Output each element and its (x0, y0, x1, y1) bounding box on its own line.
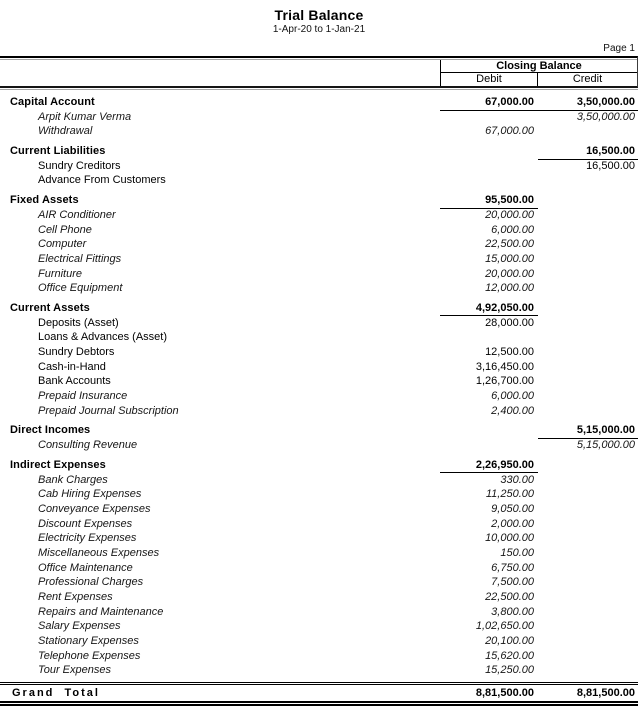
ledger-row (0, 360, 638, 375)
ledger-name: Sundry Creditors (38, 159, 121, 172)
ledger-credit-amount (538, 502, 638, 517)
group-name: Indirect Expenses (10, 458, 106, 471)
closing-balance-header: Closing Balance (440, 60, 637, 73)
ledger-credit-amount (538, 208, 638, 223)
group-row (0, 144, 638, 159)
grand-total-debit: 8,81,500.00 (475, 687, 534, 700)
ledger-row (0, 634, 638, 649)
ledger-row (0, 208, 638, 223)
ledger-credit-amount: 3,50,000.00 (576, 110, 635, 123)
ledger-row (0, 663, 638, 678)
ledger-name: Withdrawal (38, 125, 93, 138)
ledger-debit-amount: 150.00 (500, 546, 534, 559)
ledger-name: Tour Expenses (38, 664, 111, 677)
ledger-name: Office Equipment (38, 282, 123, 295)
ledger-debit-amount: 2,000.00 (491, 517, 534, 530)
ledger-name: Arpit Kumar Verma (38, 110, 132, 123)
ledger-credit-amount (538, 223, 638, 238)
closing-balance-header-row (0, 60, 637, 73)
account-rows (0, 90, 638, 678)
ledger-debit-amount: 20,000.00 (485, 267, 534, 280)
group-name: Current Assets (10, 301, 90, 314)
group-name: Capital Account (10, 96, 95, 108)
ledger-name: Repairs and Maintenance (38, 605, 164, 618)
ledger-debit-amount (440, 438, 538, 453)
ledger-row (0, 546, 638, 561)
ledger-credit-amount (538, 237, 638, 252)
ledger-debit-amount: 3,800.00 (491, 605, 534, 618)
report-title: Trial Balance (274, 7, 364, 23)
ledger-credit-amount (538, 345, 638, 360)
ledger-name: Office Maintenance (38, 561, 133, 574)
ledger-debit-amount (440, 159, 538, 174)
ledger-name: Loans & Advances (Asset) (38, 331, 168, 344)
ledger-debit-amount: 22,500.00 (485, 238, 534, 251)
grand-total-label: Grand Total (12, 687, 100, 700)
ledger-row (0, 252, 638, 267)
ledger-name: Salary Expenses (38, 620, 121, 633)
ledger-row (0, 159, 638, 174)
group-name: Current Liabilities (10, 145, 106, 158)
ledger-name: Telephone Expenses (38, 649, 141, 662)
ledger-credit-amount (538, 531, 638, 546)
ledger-credit-amount (538, 663, 638, 678)
ledger-debit-amount: 3,16,450.00 (475, 360, 534, 373)
ledger-credit-amount (538, 124, 638, 139)
ledger-credit-amount (538, 252, 638, 267)
ledger-credit-amount (538, 605, 638, 620)
debit-column-header: Debit (440, 73, 537, 86)
ledger-name: Stationary Expenses (38, 635, 139, 648)
ledger-row (0, 223, 638, 238)
ledger-debit-amount: 15,620.00 (485, 649, 534, 662)
account-group (0, 301, 638, 419)
ledger-row (0, 561, 638, 576)
ledger-credit-amount (538, 517, 638, 532)
group-row (0, 95, 638, 110)
grand-total-credit: 8,81,500.00 (576, 687, 635, 700)
group-credit-amount: 16,500.00 (538, 144, 638, 160)
ledger-name: Furniture (38, 267, 83, 280)
ledger-name: Bank Charges (38, 473, 108, 486)
ledger-name: Miscellaneous Expenses (38, 546, 160, 559)
ledger-row (0, 605, 638, 620)
ledger-credit-amount (538, 389, 638, 404)
ledger-debit-amount: 20,000.00 (485, 208, 534, 221)
group-debit-amount: 95,500.00 (440, 193, 538, 209)
account-group (0, 95, 638, 139)
ledger-name: Prepaid Insurance (38, 390, 128, 403)
ledger-row (0, 517, 638, 532)
ledger-name: Discount Expenses (38, 517, 133, 530)
debit-credit-header-row (0, 73, 637, 86)
ledger-credit-amount: 16,500.00 (586, 159, 635, 172)
account-group (0, 423, 638, 452)
ledger-debit-amount: 6,000.00 (491, 390, 534, 403)
ledger-row (0, 173, 638, 188)
ledger-row (0, 345, 638, 360)
ledger-name: Computer (38, 238, 87, 251)
ledger-row (0, 389, 638, 404)
ledger-debit-amount (440, 110, 538, 125)
group-debit-amount: 67,000.00 (440, 95, 538, 111)
ledger-row (0, 502, 638, 517)
group-credit-amount: 3,50,000.00 (538, 95, 638, 111)
group-credit-amount (538, 193, 638, 209)
particulars-header-cell-2 (0, 73, 440, 86)
ledger-name: Electrical Fittings (38, 252, 122, 265)
ledger-debit-amount: 22,500.00 (485, 591, 534, 603)
group-debit-amount (440, 144, 538, 160)
group-name: Direct Incomes (10, 424, 91, 437)
ledger-debit-amount: 15,250.00 (485, 664, 534, 677)
ledger-credit-amount (538, 590, 638, 605)
ledger-credit-amount (538, 281, 638, 296)
ledger-name: Cell Phone (38, 223, 92, 236)
group-debit-amount (440, 423, 538, 439)
group-credit-amount: 5,15,000.00 (538, 423, 638, 439)
ledger-row (0, 237, 638, 252)
ledger-credit-amount (538, 267, 638, 282)
table-header (0, 56, 638, 88)
ledger-name: Prepaid Journal Subscription (38, 404, 179, 417)
account-group (0, 193, 638, 296)
ledger-row (0, 124, 638, 139)
ledger-name: Deposits (Asset) (38, 316, 119, 329)
ledger-credit-amount (538, 374, 638, 389)
ledger-credit-amount (538, 634, 638, 649)
ledger-credit-amount (538, 360, 638, 375)
group-row (0, 423, 638, 438)
ledger-debit-amount: 10,000.00 (485, 532, 534, 545)
ledger-debit-amount: 1,02,650.00 (475, 620, 534, 633)
ledger-name: Professional Charges (38, 576, 144, 589)
report-period: 1-Apr-20 to 1-Jan-21 (272, 24, 366, 35)
account-group (0, 458, 638, 678)
group-name: Fixed Assets (10, 194, 79, 207)
account-group (0, 144, 638, 188)
ledger-debit-amount: 11,250.00 (485, 488, 534, 501)
ledger-debit-amount: 20,100.00 (485, 635, 534, 648)
group-row (0, 301, 638, 316)
ledger-debit-amount (440, 330, 538, 345)
ledger-credit-amount (538, 487, 638, 502)
ledger-credit-amount (538, 316, 638, 331)
ledger-row (0, 575, 638, 590)
ledger-credit-amount (538, 561, 638, 576)
ledger-credit-amount (538, 173, 638, 188)
ledger-row (0, 404, 638, 419)
credit-column-header: Credit (537, 73, 637, 86)
ledger-name: Cash-in-Hand (38, 360, 106, 373)
ledger-credit-amount (538, 404, 638, 419)
ledger-debit-amount: 28,000.00 (485, 316, 534, 329)
ledger-row (0, 619, 638, 634)
ledger-row (0, 330, 638, 345)
ledger-row (0, 649, 638, 664)
particulars-header-cell (0, 60, 440, 73)
page-number: Page 1 (603, 43, 635, 54)
ledger-debit-amount: 12,500.00 (485, 346, 534, 358)
ledger-credit-amount (538, 473, 638, 488)
ledger-row (0, 110, 638, 125)
ledger-debit-amount: 1,26,700.00 (475, 375, 534, 388)
ledger-debit-amount: 15,000.00 (485, 252, 534, 265)
ledger-debit-amount: 9,050.00 (491, 502, 534, 515)
ledger-name: Conveyance Expenses (38, 502, 151, 515)
ledger-row (0, 267, 638, 282)
ledger-credit-amount (538, 575, 638, 590)
ledger-row (0, 316, 638, 331)
ledger-row (0, 374, 638, 389)
ledger-debit-amount: 330.00 (500, 473, 534, 486)
ledger-debit-amount: 67,000.00 (485, 125, 534, 138)
ledger-name: Electricity Expenses (38, 532, 137, 545)
ledger-row (0, 590, 638, 605)
ledger-debit-amount: 6,000.00 (491, 223, 534, 236)
ledger-credit-amount (538, 546, 638, 561)
group-debit-amount: 2,26,950.00 (440, 458, 538, 474)
group-credit-amount (538, 458, 638, 474)
grand-total-row (0, 682, 638, 706)
report-header (0, 0, 638, 36)
ledger-name: Cab Hiring Expenses (38, 488, 142, 501)
ledger-credit-amount (538, 330, 638, 345)
ledger-debit-amount: 2,400.00 (491, 404, 534, 417)
ledger-credit-amount (538, 619, 638, 634)
ledger-credit-amount: 5,15,000.00 (576, 439, 635, 452)
group-row (0, 458, 638, 473)
ledger-debit-amount (440, 173, 538, 188)
ledger-name: AIR Conditioner (38, 208, 116, 221)
ledger-debit-amount: 7,500.00 (491, 576, 534, 589)
ledger-name: Advance From Customers (38, 174, 166, 187)
ledger-row (0, 487, 638, 502)
ledger-name: Bank Accounts (38, 375, 111, 388)
ledger-row (0, 438, 638, 453)
ledger-debit-amount: 12,000.00 (485, 282, 534, 295)
ledger-row (0, 473, 638, 488)
ledger-name: Rent Expenses (38, 591, 113, 603)
ledger-row (0, 531, 638, 546)
ledger-credit-amount (538, 649, 638, 664)
ledger-debit-amount: 6,750.00 (491, 561, 534, 574)
group-credit-amount (538, 301, 638, 317)
ledger-name: Sundry Debtors (38, 346, 115, 358)
group-debit-amount: 4,92,050.00 (440, 301, 538, 317)
ledger-name: Consulting Revenue (38, 439, 138, 452)
group-row (0, 193, 638, 208)
ledger-row (0, 281, 638, 296)
